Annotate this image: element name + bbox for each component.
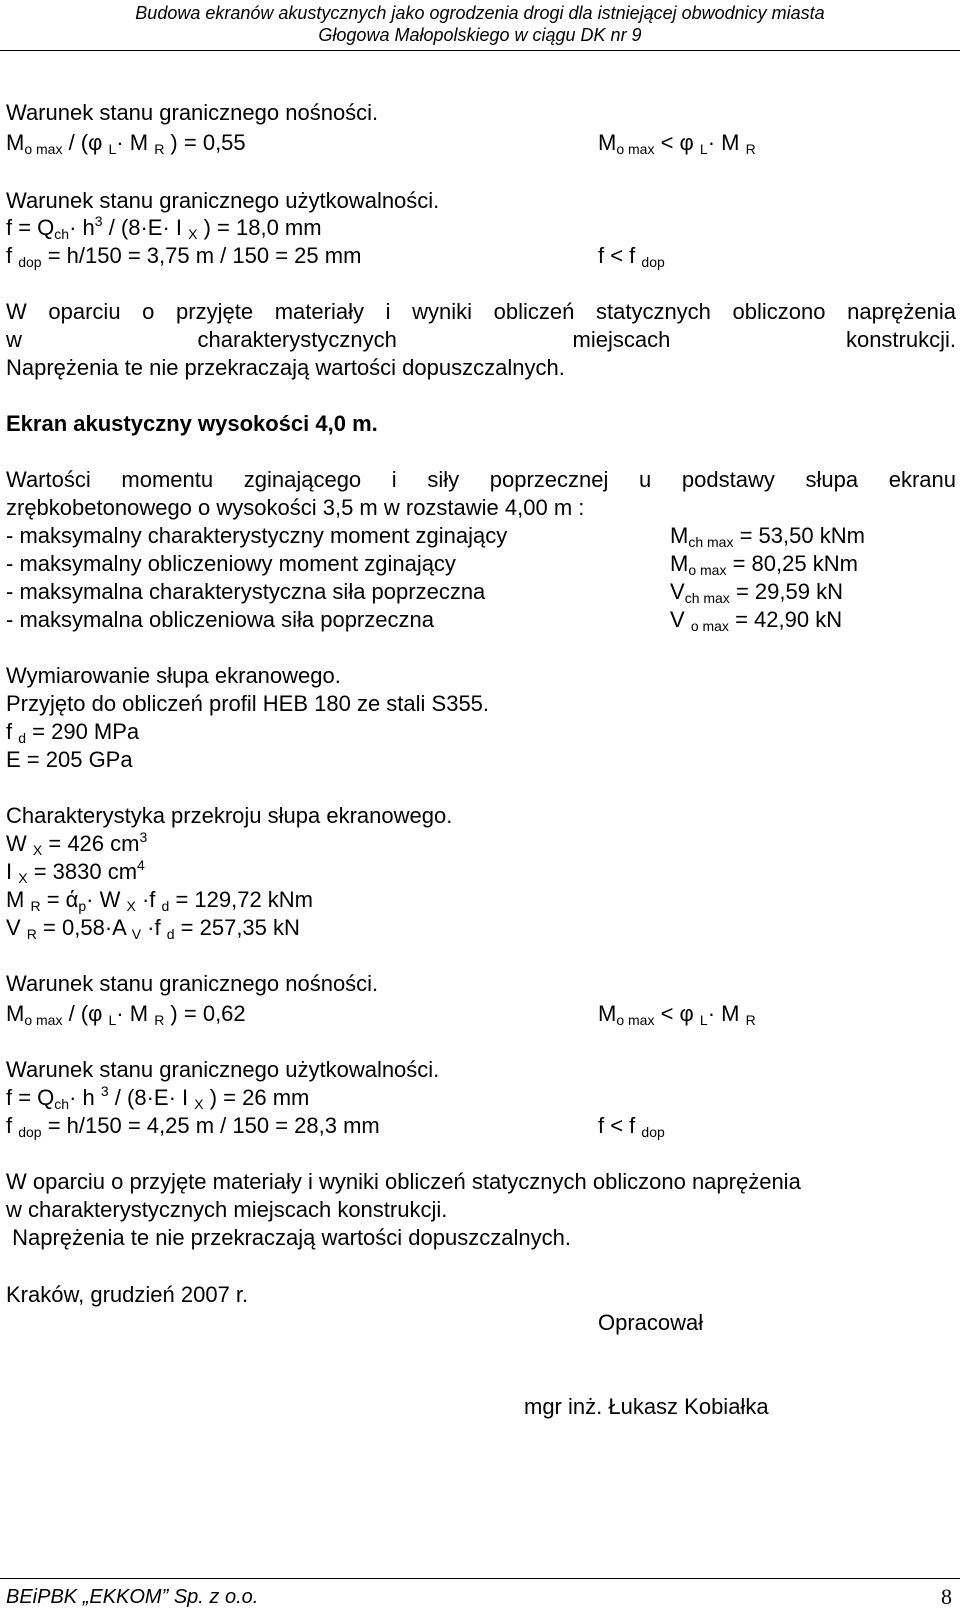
ulti-limit-check-2: $M_{o max} < \varphi$ $_L$· M $_R$ — [598, 1001, 756, 1028]
ulti-limit-formula-2: $M_{o max} / (\varphi$ $_L$· M $_R$ ) = 0,62 — [6, 1001, 246, 1028]
ix-value: = 3830 cm — [33, 859, 138, 884]
item-label-3: - maksymalna obliczeniowa siła poprzeczna — [6, 607, 434, 632]
deflection-value-1: 18,0 mm — [236, 215, 322, 240]
deflection-check-1: f < f $_{dop}$ — [598, 243, 665, 270]
design-title: Wymiarowanie słupa ekranowego. — [6, 663, 341, 688]
fdop-expr-2: = h/150 = 4,25 m / 150 = 28,3 mm — [47, 1113, 380, 1138]
vr-value: = 257,35 kN — [180, 915, 300, 940]
mr-line: M $_R = ά_p\cdot W$ $_X$ ·f $_d$ = 129,72 kNm — [6, 887, 314, 914]
header-line-2: Głogowa Małopolskiego w ciągu DK nr 9 — [318, 25, 642, 45]
serv-limit-title-2: Warunek stanu granicznego użytkowalności. — [6, 1057, 440, 1082]
fd-line: f $_d$ = 290 MPa — [6, 719, 140, 746]
deflection-formula-2: $f = Q_{ch}\cdot h$ $^3$ / (8·E· I $_X$ ) = 26 mm — [6, 1083, 310, 1112]
ulti-limit-check-1: $M_{o max} < \varphi$ $_L$· M $_R$ — [598, 130, 756, 157]
ulti-limit-title-1: Warunek stanu granicznego nośności. — [6, 100, 379, 125]
prepared-by-label: Opracował — [598, 1310, 704, 1335]
stress-para-2-line-3: Naprężenia te nie przekraczają wartości dopuszczalnych. — [6, 1225, 571, 1250]
fd-value: = 290 MPa — [32, 719, 140, 744]
deflection-formula-1: $f = Q_{ch}\cdot h^3 / (8\cdot E\cdot I$ $_X$ ) = 18,0 mm — [6, 213, 322, 242]
deflection-value-2: 26 mm — [242, 1085, 310, 1110]
item-label-1: - maksymalny obliczeniowy moment zginający — [6, 551, 456, 576]
stress-para-1-line-1: W oparciu o przyjęte materiały i wyniki obliczeń statycznych obliczono naprężenia — [6, 299, 956, 324]
section-props-title: Charakterystyka przekroju słupa ekranowego. — [6, 803, 453, 828]
ulti-limit-title-2: Warunek stanu granicznego nośności. — [6, 971, 379, 996]
modulus-line: E = 205 GPa — [6, 747, 133, 772]
item-value-2: $V_{ch max} = 29,59$ kN — [670, 579, 843, 606]
place-date: Kraków, grudzień 2007 r. — [6, 1282, 249, 1307]
ix-line: I $_X$ = 3830 $cm^4$ — [6, 857, 145, 886]
header-divider — [0, 50, 960, 51]
deflection-check-2: f < f $_{dop}$ — [598, 1113, 665, 1140]
wx-value: = 426 cm — [48, 831, 140, 856]
ratio-value-2: 0,62 — [202, 1001, 246, 1026]
header-line-1: Budowa ekranów akustycznych jako ogrodzenia drogi dla istniejącej obwodnicy miasta — [135, 3, 825, 23]
stress-para-2-line-2: w charakterystycznych miejscach konstrukcji. — [6, 1197, 448, 1222]
stress-para-2-line-1: W oparciu o przyjęte materiały i wyniki obliczeń statycznych obliczono naprężenia — [6, 1169, 801, 1194]
footer-company: BEiPBK „EKKOM” Sp. z o.o. — [6, 1586, 259, 1608]
item-value-3: V $_{o max}$ = 42,90 kN — [670, 607, 843, 634]
allowable-deflection-2: f $_{dop}$ = h/150 = 4,25 m / 150 = 28,3 mm — [6, 1113, 380, 1140]
stress-para-1-line-2: w charakterystycznych miejscach konstrukcji. — [6, 327, 956, 352]
ulti-limit-formula-1: $M_{o max} / (\varphi$ $_L$· M $_R$ ) = 0,55 — [6, 130, 246, 157]
fdop-expr-1: = h/150 = 3,75 m / 150 = 25 mm — [47, 243, 362, 268]
item-value-0: $M_{ch max} = 53,50$ kNm — [670, 523, 865, 550]
item-label-0: - maksymalny charakterystyczny moment zginający — [6, 523, 508, 548]
allowable-deflection-1: f $_{dop}$ = h/150 = 3,75 m / 150 = 25 mm — [6, 243, 362, 270]
profile-line: Przyjęto do obliczeń profil HEB 180 ze stali S355. — [6, 691, 490, 716]
section-heading: Ekran akustyczny wysokości 4,0 m. — [6, 411, 378, 436]
footer-divider — [0, 1578, 960, 1579]
intro-line-1: Wartości momentu zginającego i siły poprzecznej u podstawy słupa ekranu — [6, 467, 956, 492]
vr-line: V $_R$ = 0,58·A $_V$ ·f $_d$ = 257,35 kN — [6, 915, 300, 942]
item-label-2: - maksymalna charakterystyczna siła poprzeczna — [6, 579, 486, 604]
stress-para-1-line-3: Naprężenia te nie przekraczają wartości dopuszczalnych. — [6, 355, 565, 380]
mr-value: = 129,72 kNm — [175, 887, 314, 912]
serv-limit-title-1: Warunek stanu granicznego użytkowalności. — [6, 188, 440, 213]
item-value-1: $M_{o max} = 80,25$ kNm — [670, 551, 858, 578]
page-number: 8 — [941, 1584, 952, 1609]
ratio-value-1: 0,55 — [202, 130, 246, 155]
author-name: mgr inż. Łukasz Kobiałka — [524, 1394, 769, 1419]
wx-line: W $_X$ = 426 $cm^3$ — [6, 829, 148, 858]
intro-line-2: zrębkobetonowego o wysokości 3,5 m w rozstawie 4,00 m : — [6, 495, 585, 520]
